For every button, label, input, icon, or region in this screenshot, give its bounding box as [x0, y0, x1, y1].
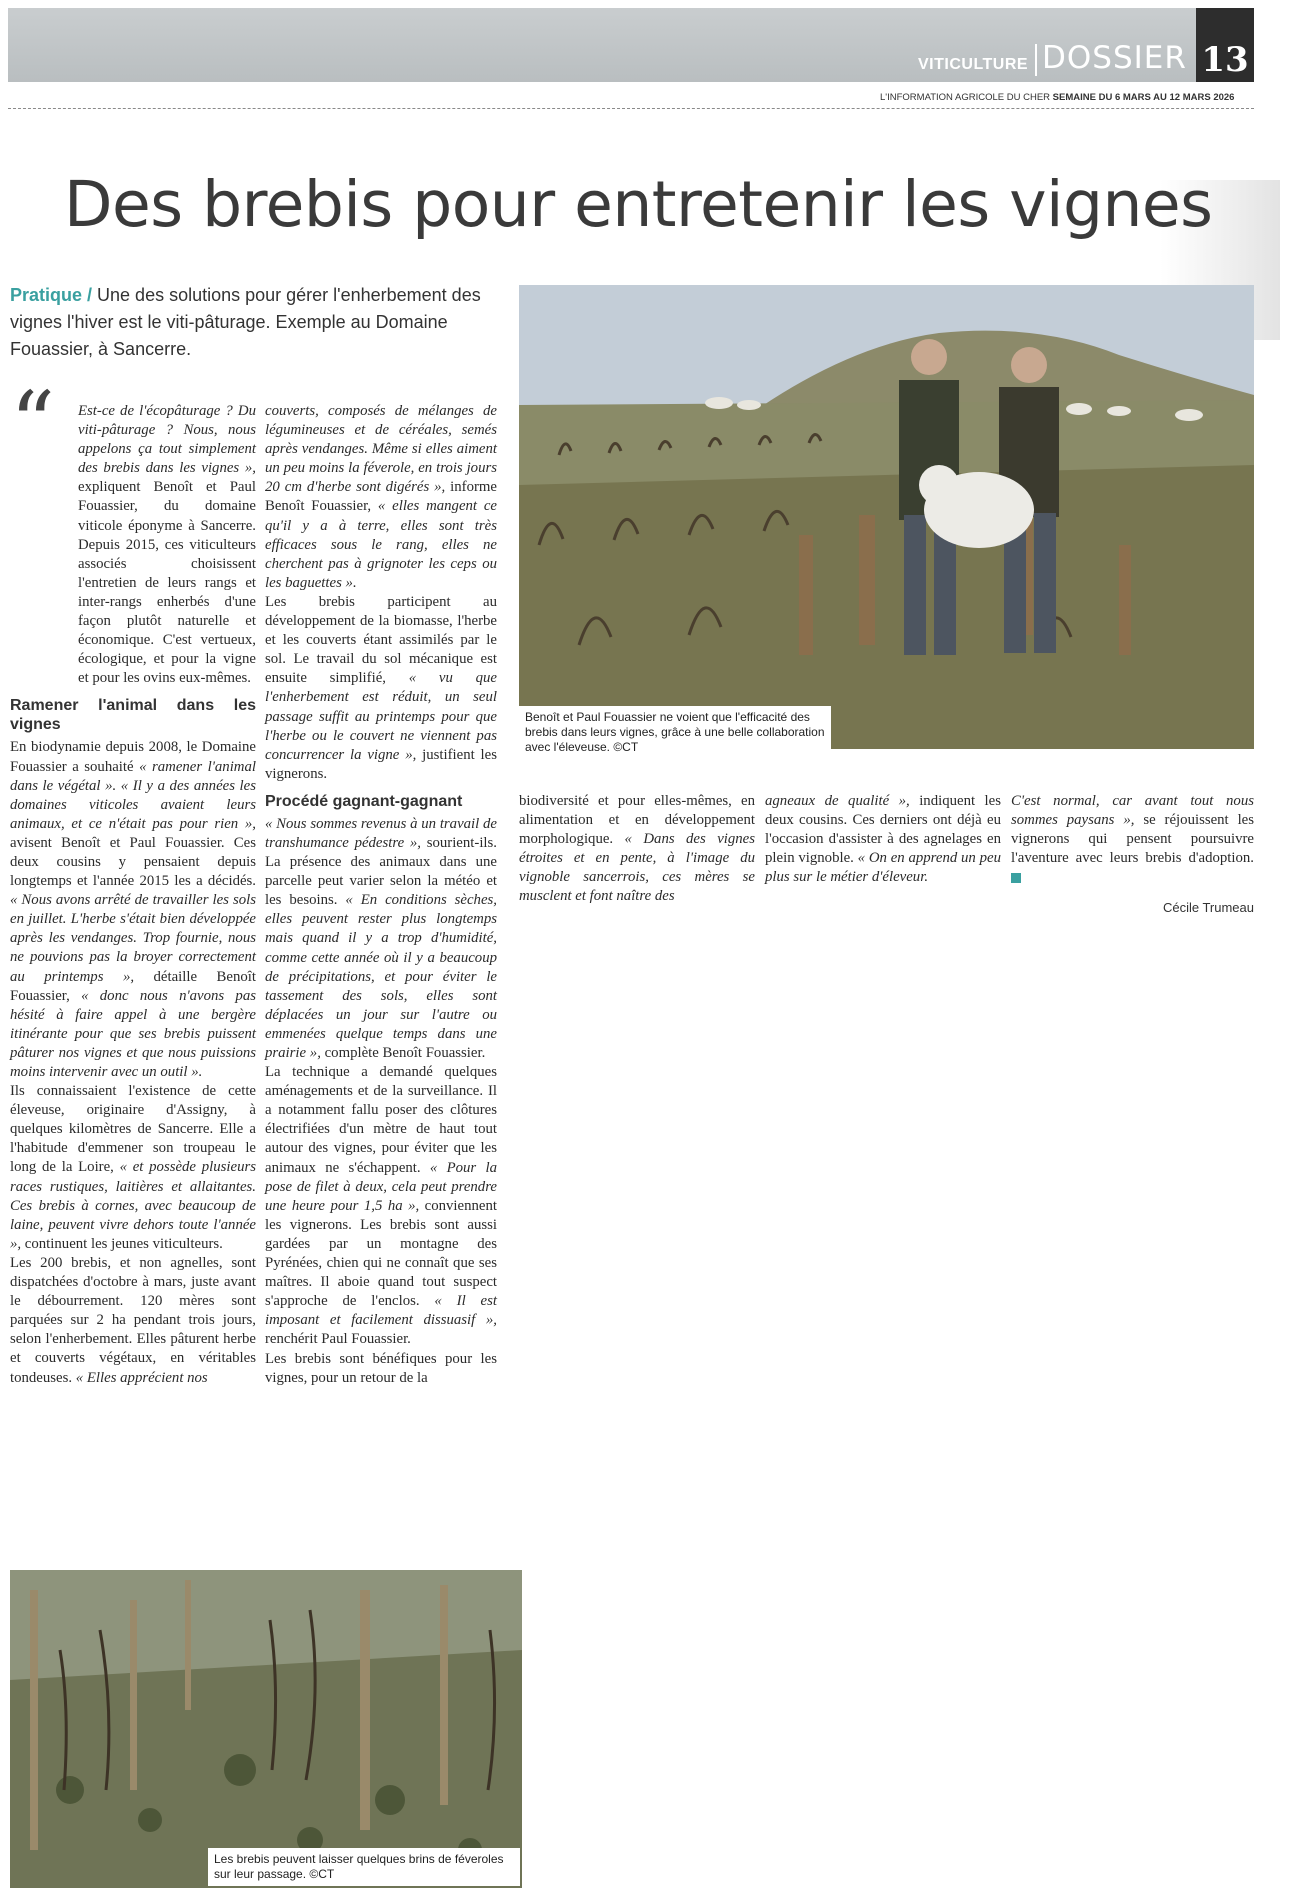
- main-photo: [519, 285, 1254, 749]
- vineyard-photo-illustration: [519, 285, 1254, 749]
- paragraph: [265, 815, 497, 1063]
- paragraph: [10, 1082, 256, 1254]
- body-text: renchérit Paul Fouassier.: [265, 1331, 411, 1348]
- paragraph: [10, 402, 256, 688]
- quote-text: « Nous sommes revenus à un travail de transhumance pédestre »,: [265, 815, 497, 851]
- page-number: 13: [1196, 8, 1254, 82]
- article-column-3: [519, 792, 755, 907]
- vine-rows-photo-illustration: [10, 1570, 522, 1888]
- quote-text: « ramener l'animal dans le végétal ». « Il y a des années les domaines viticoles avaient leurs animaux, et ce n'était pas pour rien »,: [10, 758, 256, 832]
- publication-name: L'INFORMATION AGRICOLE DU CHER: [880, 92, 1051, 103]
- paragraph: [10, 1254, 256, 1388]
- body-text: complète Benoît Fouassier.: [320, 1045, 486, 1061]
- quote-text: Est-ce de l'écopâturage ? Du viti-pâturage ? Nous, nous appelons ça tout simplement des brebis dans les vignes »,: [78, 403, 256, 477]
- headline: Des brebis pour entretenir les vignes: [64, 168, 1213, 241]
- paragraph: [765, 792, 1001, 887]
- paragraph: [1011, 792, 1254, 887]
- lede-kicker: Pratique /: [10, 285, 93, 305]
- body-text: Les 200 brebis, et non agnelles, sont dispatchées d'octobre à mars, juste avant le débourrement. 120 mères sont parquées sur 2 ha pendant trois jours, selon l'enherbement. Elles pâturent herbe et couverts végétaux, en véritables tondeuses.: [10, 1254, 256, 1386]
- body-text: avisent Benoît et Paul Fouassier. Ces deux cousins y pensaient depuis longtemps et l'année 2015 les a décidés.: [10, 834, 256, 890]
- section-divider: [1035, 44, 1037, 76]
- body-text: expliquent Benoît et Paul Fouassier, du domaine viticole éponyme à Sancerre. Depuis 2015, ces viticulteurs associés choisissent l'entretien de leurs rangs et inter-rangs enherbés d'une façon plutôt naturelle et économique. C'est vertueux, écologique, et pour la vigne et pour les ovins eux-mêmes.: [78, 479, 256, 687]
- body-text: détaille Benoît Fouassier,: [10, 968, 257, 1004]
- article-column-2: [265, 402, 497, 1388]
- section-label: VITICULTURE: [918, 56, 1029, 73]
- article-column-4: [765, 792, 1001, 887]
- quote-text: « En conditions sèches, elles peuvent rester plus longtemps mais quand il y a trop d'humidité, comme cette année où il y a beaucoup de précipitations, et pour éviter le tassement des sols, elles sont déplacées un jour sur l'autre ou emmenées quelque temps dans une prairie »,: [265, 892, 497, 1061]
- bottom-photo-caption: Les brebis peuvent laisser quelques brins de féveroles sur leur passage. ©CT: [208, 1848, 520, 1886]
- article-column-5: [1011, 792, 1254, 887]
- quote-text: « Dans des vignes étroites et en pente, à l'image du vignoble sancerrois, ces mères se musclent et font naître des: [519, 831, 755, 905]
- quote-text: « Nous avons arrêté de travailler les sols en juillet. L'herbe s'était bien développée après les vendanges. Trop fournie, nous ne pouvions pas la broyer correctement au printemps »,: [10, 892, 256, 985]
- paragraph: [10, 738, 256, 1082]
- publication-week: SEMAINE DU 6 MARS AU 12 MARS 2026: [1052, 92, 1235, 103]
- body-text: biodiversité et pour elles-mêmes, en alimentation et en développement morphologique.: [519, 793, 755, 848]
- subheading-ramener: Ramener l'animal dans les vignes: [10, 697, 256, 734]
- bottom-photo: [10, 1570, 522, 1888]
- body-text: continuent les jeunes viticulteurs.: [21, 1235, 223, 1252]
- body-text: conviennent les vignerons. Les brebis sont aussi gardées par un montagne des Pyrénées, chien qui ne connaît que ses maîtres. Il aboie quand tout suspect s'approche de l'enclos.: [265, 1197, 497, 1310]
- header-divider: [8, 108, 1254, 109]
- body-text: justifient les vignerons.: [265, 746, 497, 782]
- subheading-procede: Procédé gagnant-gagnant: [265, 792, 463, 810]
- publication-info: [880, 92, 1234, 103]
- quote-text: « donc nous n'avons pas hésité à faire appel à une bergère itinérante pour que ses brebis puissent pâturer nos vignes et que nous puissions moins intervenir avec un outil ».: [10, 987, 256, 1080]
- quote-text: « Pour la pose de filet à deux, cela peut prendre une heure pour 1,5 ha »,: [265, 1159, 497, 1214]
- quote-text: « et possède plusieurs races rustiques, laitières et allaitantes. Ces brebis à cornes, avec beaucoup de laine, peuvent vivre dehors toute l'année »,: [10, 1159, 256, 1252]
- end-mark-icon: [1011, 873, 1021, 883]
- main-photo-caption: Benoît et Paul Fouassier ne voient que l'efficacité des brebis dans leurs vignes, grâce à une belle collaboration avec l'éleveuse. ©CT: [519, 706, 831, 759]
- dossier-label: DOSSIER: [1042, 40, 1187, 76]
- lede: [10, 282, 515, 363]
- paragraph: [265, 1063, 497, 1349]
- paragraph: [519, 792, 755, 907]
- body-text: sourient-ils. La présence des animaux dans une parcelle peut varier selon la météo et les besoins.: [265, 834, 497, 909]
- body-text: En biodynamie depuis 2008, le Domaine Fouassier a souhaité: [10, 739, 256, 775]
- paragraph: [265, 402, 497, 593]
- quote-text: couverts, composés de mélanges de légumineuses et de céréales, semés après vendanges. Même si elles aiment un peu moins la féverole, en trois jours 20 cm d'herbe sont digérés »,: [265, 403, 497, 496]
- byline: Cécile Trumeau: [1162, 900, 1254, 915]
- quote-text: « Elles apprécient nos: [75, 1369, 208, 1386]
- body-text: indiquent les deux cousins. Ces derniers ont déjà eu l'occasion d'assister à des agnelages en plein vignoble.: [765, 793, 1001, 867]
- body-text: Les brebis participent au développement de la biomasse, l'herbe et les couverts étant assimilés par le sol. Le travail du sol mécanique est ensuite simplifié,: [265, 593, 497, 687]
- body-text: se réjouissent les vignerons qui pensent poursuivre l'aventure avec leurs brebis d'adoption.: [1011, 812, 1255, 867]
- body-text: informe Benoît Fouassier,: [265, 479, 497, 515]
- paragraph: [265, 593, 497, 784]
- quote-text: « elles mangent ce qu'il y a à terre, elles sont très efficaces sous le rang, elles ne cherchent pas à grignoter les ceps ou les baguettes ».: [265, 498, 497, 591]
- quote-text: « On en apprend un peu plus sur le métier d'éleveur.: [765, 850, 1001, 886]
- lede-text: Une des solutions pour gérer l'enherbement des vignes l'hiver est le viti-pâturage. Exemple au Domaine Fouassier, à Sancerre.: [10, 285, 481, 359]
- quote-text: agneaux de qualité »,: [765, 793, 910, 809]
- body-text: Ils connaissaient l'existence de cette éleveuse, originaire d'Assigny, à quelques kilomètres de Sancerre. Elle a l'habitude d'emmener son troupeau le long de la Loire,: [10, 1083, 256, 1176]
- quote-mark-icon: “: [10, 372, 55, 475]
- body-text: La technique a demandé quelques aménagements et de la surveillance. Il a notamment fallu poser des clôtures électrifiées d'un mètre de haut tout autour des vignes, pour éviter que les animaux ne s'échappent.: [265, 1064, 497, 1176]
- quote-text: « Il est imposant et facilement dissuasif »,: [265, 1293, 497, 1329]
- quote-text: C'est normal, car avant tout nous sommes paysans »,: [1011, 793, 1254, 829]
- quote-text: « vu que l'enherbement est réduit, un seul passage suffit au printemps pour que l'herbe ou le couvert ne viennent pas concurrencer la vigne »,: [265, 670, 497, 763]
- paragraph: Les brebis sont bénéfiques pour les vignes, pour un retour de la: [265, 1350, 497, 1386]
- article-column-1: [10, 402, 256, 1388]
